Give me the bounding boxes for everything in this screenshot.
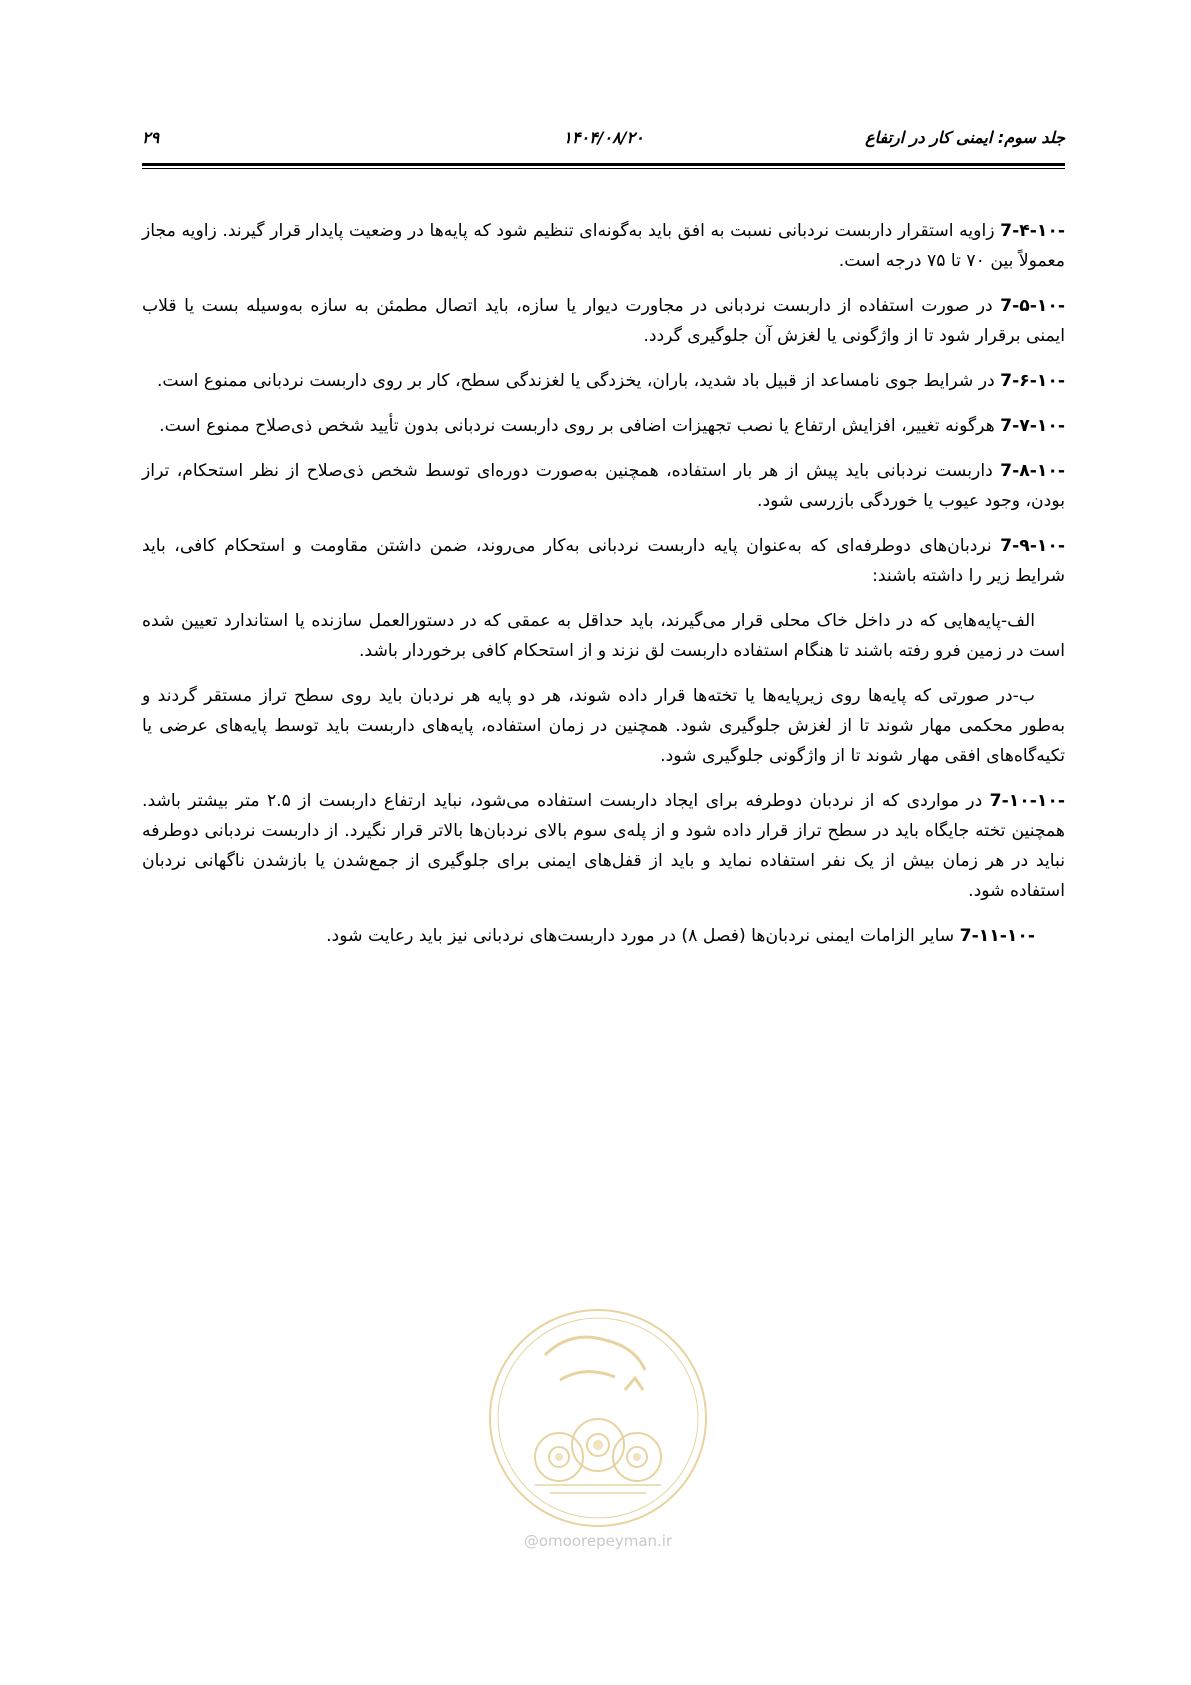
paragraph-7-11-10 [142,921,1065,951]
paragraph-number: 7-۸-۱۰- [1000,461,1065,481]
paragraph-number: 7-۱۱-۱۰- [959,926,1035,946]
paragraph-number: 7-۴-۱۰- [1000,221,1065,241]
paragraph-7-4-10 [142,216,1065,276]
paragraph-text: نردبان‌های دوطرفه‌ای که به‌عنوان پایه داربست نردبانی به‌کار می‌روند، ضمن داشتن مقاومت و استحکام کافی، باید شرایط زیر را داشته باشند: [142,536,1065,586]
paragraph-text: سایر الزامات ایمنی نردبان‌ها (فصل ۸) در مورد داربست‌های نردبانی نیز باید رعایت شود. [326,926,960,946]
watermark-logo-icon [475,1295,721,1541]
page-header [142,128,1065,154]
watermark-logo [475,1295,721,1541]
paragraph-number: 7-۵-۱۰- [1000,296,1065,316]
header-title: جلد سوم: ایمنی کار در ارتفاع [865,128,1065,147]
sub-item-alef [142,606,1065,666]
document-body [142,216,1065,966]
paragraph-text: در صورت استفاده از داربست نردبانی در مجاورت دیوار یا سازه، باید اتصال مطمئن به سازه به‌وسیله بست یا قلاب ایمنی برقرار شود تا از واژگونی یا لغزش آن جلوگیری گردد. [142,296,1065,346]
header-rule-thick [142,163,1065,166]
paragraph-text: هرگونه تغییر، افزایش ارتفاع یا نصب تجهیزات اضافی بر روی داربست نردبانی بدون تأیید شخص ذی‌صلاح ممنوع است. [159,416,1001,436]
sub-item-text: الف-پایه‌هایی که در داخل خاک محلی قرار می‌گیرند، باید حداقل به عمقی که در دستورالعمل سازنده یا استاندارد تعیین شده است در زمین فرو رفته باشند تا هنگام استفاده داربست لق نزند و از استحکام کافی برخوردار باشد. [142,611,1065,661]
paragraph-number: 7-۹-۱۰- [1000,536,1065,556]
paragraph-7-9-10 [142,531,1065,591]
paragraph-number: 7-۷-۱۰- [1000,416,1065,436]
paragraph-7-5-10 [142,291,1065,351]
paragraph-number: 7-۱۰-۱۰- [989,791,1065,811]
paragraph-text: در مواردی که از نردبان دوطرفه برای ایجاد داربست استفاده می‌شود، نباید ارتفاع داربست از ۲.۵ متر بیشتر باشد. همچنین تخته جایگاه باید در سطح تراز قرار داده شود و از پله‌ی سوم بالای نردبان‌ها بالاتر قرار نگیرد. از داربست نردبانی دوطرفه نباید در هر زمان بیش از یک نفر استفاده نماید و باید از قفل‌های ایمنی برای جلوگیری از جمع‌شدن یا بازشدن ناگهانی نردبان استفاده شود. [142,791,1065,901]
paragraph-number: 7-۶-۱۰- [1000,371,1065,391]
paragraph-7-6-10 [142,366,1065,396]
paragraph-7-7-10 [142,411,1065,441]
paragraph-text: داربست نردبانی باید پیش از هر بار استفاده، همچنین به‌صورت دوره‌ای توسط شخص ذی‌صلاح از نظر استحکام، تراز بودن، وجود عیوب یا خوردگی بازرسی شود. [142,461,1065,511]
header-rule-thin [142,168,1065,169]
page-number: ۲۹ [142,128,160,147]
paragraph-7-10-10 [142,786,1065,906]
watermark-website: @omoorepeyman.ir [523,1532,673,1550]
paragraph-text: در شرایط جوی نامساعد از قبیل باد شدید، باران، یخزدگی یا لغزندگی سطح، کار بر روی داربست نردبانی ممنوع است. [156,371,1001,391]
header-date: ۱۴۰۴/۰۸/۲۰ [563,128,644,147]
paragraph-7-8-10 [142,456,1065,516]
sub-item-be [142,681,1065,771]
paragraph-text: زاویه استقرار داربست نردبانی نسبت به افق باید به‌گونه‌ای تنظیم شود که پایه‌ها در وضعیت پایدار قرار گیرند. زاویه مجاز معمولاً بین ۷۰ تا ۷۵ درجه است. [142,221,1065,271]
sub-item-text: ب-در صورتی که پایه‌ها روی زیرپایه‌ها یا تخته‌ها قرار داده شوند، هر دو پایه هر نردبان باید روی سطح تراز مستقر گردند و به‌طور محکمی مهار شوند تا از لغزش جلوگیری شود. همچنین در زمان استفاده، پایه‌های داربست باید توسط پایه‌های عرضی یا تکیه‌گاه‌های افقی مهار شوند تا از واژگونی جلوگیری شود. [142,686,1065,766]
